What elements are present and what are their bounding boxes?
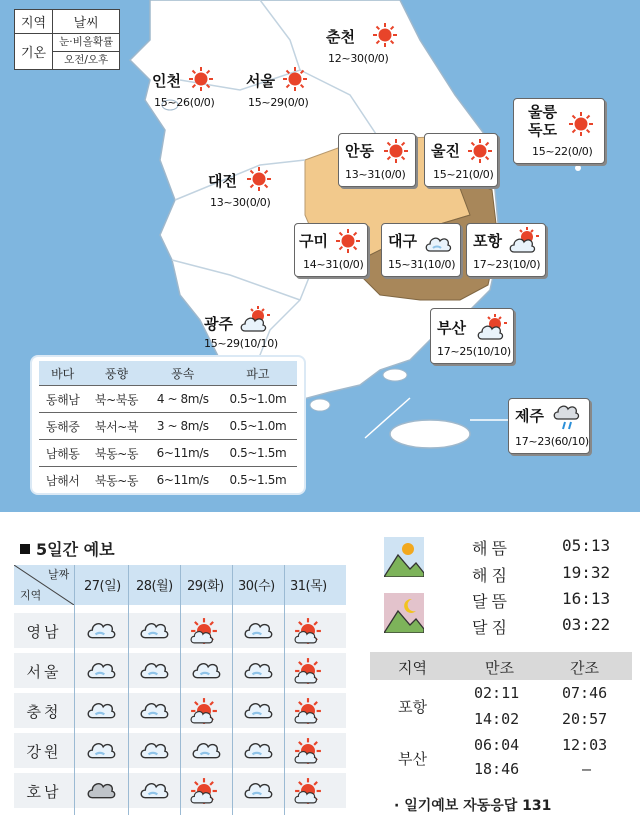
city-daegu bbox=[381, 223, 461, 277]
column-divider bbox=[74, 565, 75, 815]
cloud-icon bbox=[190, 657, 222, 685]
sea-row bbox=[39, 440, 297, 467]
wave-height: 0.5~1.5m bbox=[219, 440, 297, 467]
sun-icon bbox=[190, 777, 218, 809]
wave-height: 0.5~1.5m bbox=[219, 467, 297, 494]
cloud-icon bbox=[138, 657, 170, 685]
sun-cloud-icon bbox=[509, 226, 539, 254]
city-name: 부산 bbox=[437, 319, 466, 337]
city-temp: 12~30(0/0) bbox=[328, 52, 389, 65]
sea-header-sea: 바다 bbox=[39, 361, 86, 386]
sea-header-speed: 풍속 bbox=[147, 361, 219, 386]
sea-area: 남해서 bbox=[39, 467, 86, 494]
cloud-icon bbox=[242, 657, 274, 685]
city-temp: 15~29(0/0) bbox=[248, 96, 309, 109]
high-tide-time: 18:46 bbox=[474, 760, 520, 778]
wind-direction: 북동~동 bbox=[86, 440, 146, 467]
city-name: 구미 bbox=[299, 232, 328, 250]
city-seoul bbox=[244, 62, 324, 112]
wind-speed: 4 ~ 8m/s bbox=[147, 386, 219, 413]
moonset-time: 03:22 bbox=[562, 615, 611, 634]
day-header: 29(화) bbox=[187, 579, 224, 594]
high-tide-time: 02:11 bbox=[474, 684, 520, 702]
wind-speed: 6~11m/s bbox=[147, 467, 219, 494]
tide-table bbox=[370, 652, 632, 777]
cloud-icon bbox=[138, 617, 170, 645]
city-gwangju bbox=[198, 305, 278, 355]
jeju-island bbox=[390, 420, 470, 448]
forecast-region: 영남 bbox=[26, 623, 62, 641]
cloud-icon bbox=[85, 617, 117, 645]
sun-icon bbox=[467, 138, 493, 164]
sun-cloud-icon bbox=[477, 313, 507, 341]
cloud-icon bbox=[242, 617, 274, 645]
legend-region: 지역 bbox=[15, 10, 53, 34]
low-tide-time: 07:46 bbox=[562, 684, 608, 702]
city-temp: 13~31(0/0) bbox=[345, 168, 406, 181]
day-header: 30(수) bbox=[238, 579, 275, 594]
day-header: 31(목) bbox=[290, 579, 327, 594]
corner-region-label: 지역 bbox=[20, 589, 42, 602]
sea-area: 동해중 bbox=[39, 413, 86, 440]
sunrise-label: 해뜸 bbox=[472, 539, 511, 558]
cloud-icon bbox=[138, 697, 170, 725]
wind-direction: 북서~북 bbox=[86, 413, 146, 440]
tide-header-high: 만조 bbox=[485, 659, 514, 677]
column-divider bbox=[128, 565, 129, 815]
map-legend bbox=[14, 9, 120, 70]
forecast-region: 호남 bbox=[26, 783, 62, 801]
tide-header-region: 지역 bbox=[398, 659, 427, 677]
sunrise-time: 05:13 bbox=[562, 536, 611, 555]
high-tide-time: 14:02 bbox=[474, 710, 520, 728]
sun-icon bbox=[294, 737, 322, 769]
city-temp: 17~25(10/10) bbox=[437, 345, 511, 358]
five-day-forecast-table bbox=[14, 565, 346, 815]
sea-row bbox=[39, 467, 297, 494]
tide-region: 포항 bbox=[398, 698, 427, 716]
bullet-square-icon bbox=[20, 544, 30, 554]
moonset-label: 달짐 bbox=[472, 618, 511, 637]
city-name: 울진 bbox=[431, 142, 460, 160]
sun-icon bbox=[294, 617, 322, 649]
sun-icon bbox=[383, 138, 409, 164]
city-name: 인천 bbox=[152, 72, 181, 90]
tide-region: 부산 bbox=[398, 750, 427, 768]
legend-weather: 날씨 bbox=[53, 10, 120, 34]
sea-area: 남해동 bbox=[39, 440, 86, 467]
high-tide-time: 06:04 bbox=[474, 736, 520, 754]
city-name: 울릉 독도 bbox=[528, 103, 557, 139]
forecast-region: 서울 bbox=[26, 663, 62, 681]
city-name: 춘천 bbox=[326, 28, 355, 46]
wave-height: 0.5~1.0m bbox=[219, 413, 297, 440]
low-tide-time: 12:03 bbox=[562, 736, 608, 754]
wave-height: 0.5~1.0m bbox=[219, 386, 297, 413]
sea-header-wave: 파고 bbox=[219, 361, 297, 386]
city-name: 안동 bbox=[345, 142, 374, 160]
wind-direction: 북~북동 bbox=[86, 386, 146, 413]
sun-cloud-icon bbox=[240, 305, 270, 333]
city-chuncheon bbox=[322, 20, 402, 70]
city-andong bbox=[338, 133, 416, 187]
cloud-icon bbox=[242, 697, 274, 725]
sea-header-direction: 풍향 bbox=[86, 361, 146, 386]
sun-icon bbox=[294, 777, 322, 809]
column-divider bbox=[284, 565, 285, 815]
city-temp: 17~23(60/10) bbox=[515, 435, 589, 448]
wind-speed: 3 ~ 8m/s bbox=[147, 413, 219, 440]
sun-mountain-icon bbox=[384, 537, 424, 577]
column-divider bbox=[180, 565, 181, 815]
sun-icon bbox=[294, 697, 322, 729]
city-temp: 15~21(0/0) bbox=[433, 168, 494, 181]
city-temp: 15~29(10/10) bbox=[204, 337, 278, 350]
low-tide-time: 20:57 bbox=[562, 710, 608, 728]
city-incheon bbox=[148, 62, 228, 112]
city-name: 포항 bbox=[473, 232, 502, 250]
forecast-title bbox=[20, 537, 115, 560]
sun-icon bbox=[282, 66, 308, 92]
sea-conditions-table bbox=[32, 357, 304, 493]
city-name: 광주 bbox=[204, 315, 233, 333]
moonrise-time: 16:13 bbox=[562, 589, 611, 608]
moonrise-label: 달뜸 bbox=[472, 592, 511, 611]
sun-icon bbox=[246, 166, 272, 192]
legend-ampm: 오전/오후 bbox=[53, 52, 120, 70]
column-divider bbox=[232, 565, 233, 815]
city-ulleung-dokdo bbox=[513, 98, 605, 164]
sea-row bbox=[39, 413, 297, 440]
forecast-title-text: 5일간 예보 bbox=[36, 540, 115, 559]
legend-temp: 기온 bbox=[15, 34, 53, 70]
city-name: 대구 bbox=[388, 232, 417, 250]
cloud-icon bbox=[190, 737, 222, 765]
city-temp: 15~22(0/0) bbox=[532, 145, 593, 158]
cloud-icon bbox=[424, 232, 452, 254]
rain-icon bbox=[553, 401, 583, 431]
cloud-icon bbox=[85, 657, 117, 685]
sunset-time: 19:32 bbox=[562, 563, 611, 582]
wind-direction: 북동~동 bbox=[86, 467, 146, 494]
sun-icon bbox=[335, 228, 361, 254]
sun-icon bbox=[190, 617, 218, 649]
city-uljin bbox=[424, 133, 498, 187]
tide-header-low: 간조 bbox=[570, 659, 599, 677]
corner-date-label: 날짜 bbox=[48, 568, 70, 581]
city-temp: 13~30(0/0) bbox=[210, 196, 271, 209]
moon-mountain-icon bbox=[384, 593, 424, 633]
sun-icon bbox=[294, 657, 322, 689]
day-header: 28(월) bbox=[136, 579, 173, 594]
wind-speed: 6~11m/s bbox=[147, 440, 219, 467]
forecast-region: 강원 bbox=[26, 743, 62, 761]
sun-icon bbox=[372, 22, 398, 48]
tide-header bbox=[370, 652, 632, 680]
sun-icon bbox=[568, 111, 594, 137]
sun-icon bbox=[188, 66, 214, 92]
city-temp: 15~31(10/0) bbox=[388, 258, 456, 271]
city-pohang bbox=[466, 223, 546, 277]
city-temp: 15~26(0/0) bbox=[154, 96, 215, 109]
cloud-icon bbox=[138, 737, 170, 765]
city-name: 서울 bbox=[246, 72, 275, 90]
city-jeju bbox=[508, 398, 590, 454]
cloud-icon bbox=[85, 697, 117, 725]
cloud-icon bbox=[138, 777, 170, 805]
sea-row bbox=[39, 386, 297, 413]
city-gumi bbox=[294, 223, 368, 277]
day-header: 27(일) bbox=[84, 579, 121, 594]
ulleung-island bbox=[575, 165, 581, 171]
legend-precip: 눈·비올확률 bbox=[53, 34, 120, 52]
city-busan bbox=[430, 308, 514, 364]
city-daejeon bbox=[206, 162, 286, 212]
city-temp: 14~31(0/0) bbox=[303, 258, 364, 271]
city-name: 대전 bbox=[208, 172, 237, 190]
cloud-icon bbox=[85, 737, 117, 765]
low-tide-time: – bbox=[582, 760, 592, 778]
sunset-label: 해짐 bbox=[472, 566, 511, 585]
ars-phone-info: · 일기예보 자동응답 131 bbox=[394, 798, 552, 814]
city-name: 제주 bbox=[515, 407, 544, 425]
cloud-icon bbox=[242, 737, 274, 765]
sun-moon-times bbox=[372, 525, 634, 645]
city-temp: 17~23(10/0) bbox=[473, 258, 541, 271]
forecast-region: 충청 bbox=[26, 703, 62, 721]
gray-cloud-icon bbox=[85, 777, 117, 805]
sea-area: 동해남 bbox=[39, 386, 86, 413]
sun-icon bbox=[190, 697, 218, 729]
cloud-icon bbox=[242, 777, 274, 805]
